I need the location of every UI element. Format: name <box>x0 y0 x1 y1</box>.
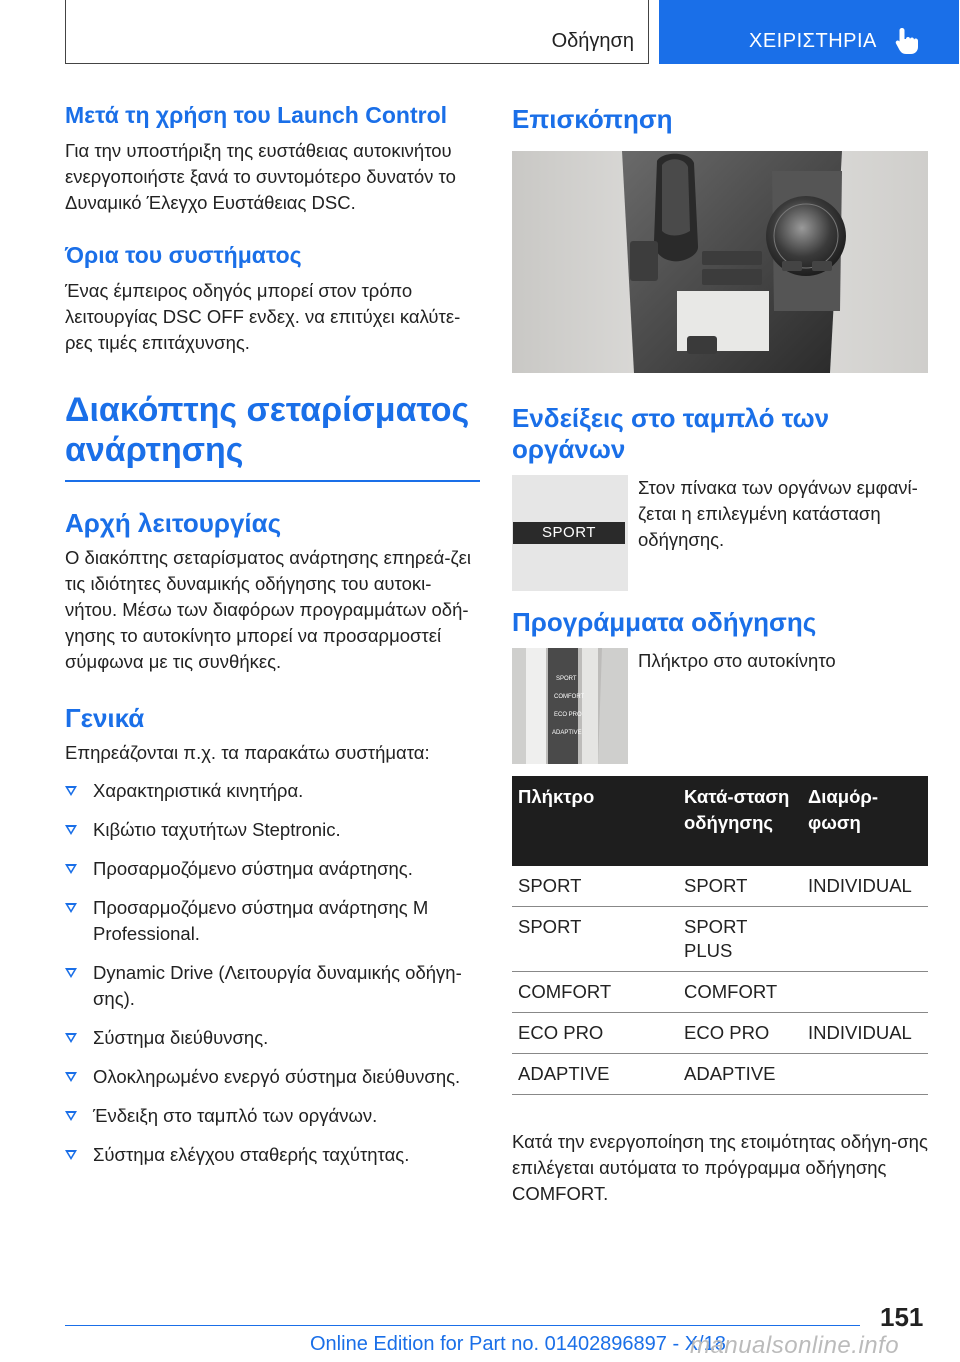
table-row <box>512 866 928 907</box>
button-label-adaptive: ADAPTIVE <box>552 730 582 736</box>
closing-text: Κατά την ενεργοποίηση της ετοιμότητας οδήγη-σης επιλέγεται αυτόματα το πρόγραμμα οδήγησης COMFORT. <box>512 1131 928 1204</box>
programs-heading: Προγράμματα οδήγησης <box>512 607 817 637</box>
center-console-photo <box>512 151 928 373</box>
triangle-bullet-icon <box>65 903 77 913</box>
right-column <box>512 100 928 1207</box>
programs-text: Πλήκτρο στο αυτοκίνητο <box>638 650 836 671</box>
table-cell <box>802 972 928 1013</box>
hand-pointer-icon <box>894 26 920 56</box>
table-cell: ADAPTIVE <box>678 1054 802 1095</box>
list-item: Ένδειξη στο ταμπλό των οργάνων. <box>65 1103 480 1129</box>
section-title-rule <box>65 480 480 482</box>
list-item: Χαρακτηριστικά κινητήρα. <box>65 778 480 804</box>
table-row <box>512 1054 928 1095</box>
triangle-bullet-icon <box>65 825 77 835</box>
col-header-button: Πλήκτρο <box>512 776 678 866</box>
table-cell: INDIVIDUAL <box>802 1013 928 1054</box>
affected-systems-list <box>65 778 480 1168</box>
left-column <box>65 100 480 1181</box>
list-item: Σύστημα ελέγχου σταθερής ταχύτητας. <box>65 1142 480 1168</box>
button-label-sport: SPORT <box>556 676 577 682</box>
button-label-comfort: COMFORT <box>554 694 585 700</box>
table-cell: ECO PRO <box>678 1013 802 1054</box>
table-cell <box>802 907 928 972</box>
list-item: Κιβώτιο ταχυτήτων Steptronic. <box>65 817 480 843</box>
col-header-mode: Κατά-σταση οδήγησης <box>678 776 802 866</box>
table-cell: COMFORT <box>512 972 678 1013</box>
table-header-row <box>512 776 928 866</box>
principle-text: Ο διακόπτης σεταρίσματος ανάρτησης επηρεά-ζει τις ιδιότητες δυναμικής οδήγησης του αυτοκι-νήτου. Μέσω των διαφόρων προγραμμάτων οδή-γησης το αυτοκίνητο μπορεί να προσαρμοστεί σύμφωνα με τις συνθήκες. <box>65 546 472 672</box>
table-cell: SPORT <box>512 866 678 907</box>
general-text: Επηρεάζονται π.χ. τα παρακάτω συστήματα: <box>65 741 430 763</box>
table-row <box>512 972 928 1013</box>
col-header-configuration: Διαμόρ-φωση <box>802 776 928 866</box>
launch-control-text: Για την υποστήριξη της ευστάθειας αυτοκινήτου ενεργοποιήστε ξανά το συντομότερο δυνατόν το Δυναμικό Έλεγχο Ευστάθειας DSC. <box>65 140 456 213</box>
table-row <box>512 1013 928 1054</box>
table-cell: INDIVIDUAL <box>802 866 928 907</box>
list-item: Προσαρμοζόμενο σύστημα ανάρτησης. <box>65 856 480 882</box>
watermark: manualsonline.info <box>690 1332 900 1359</box>
table-cell: SPORT PLUS <box>678 907 802 972</box>
table-cell: SPORT <box>512 907 678 972</box>
footer-edition: Online Edition for Part no. 01402896897 - X/18 <box>310 1333 726 1355</box>
center-console-illustration <box>512 151 928 373</box>
cluster-heading: Ενδείξεις στο ταμπλό των οργάνων <box>512 403 830 464</box>
header-chapter-label: ΧΕΙΡΙΣΤΗΡΙΑ <box>749 30 877 52</box>
sport-display-badge: SPORT <box>513 522 625 544</box>
table-cell: SPORT <box>678 866 802 907</box>
overview-heading: Επισκόπηση <box>512 104 673 134</box>
triangle-bullet-icon <box>65 1033 77 1043</box>
launch-control-heading: Μετά τη χρήση του Launch Control <box>65 102 448 128</box>
principle-heading: Αρχή λειτουργίας <box>65 507 282 538</box>
list-item: Προσαρμοζόμενο σύστημα ανάρτησης M Professional. <box>65 895 480 947</box>
table-cell: ADAPTIVE <box>512 1054 678 1095</box>
table-cell <box>802 1054 928 1095</box>
header-section-tab <box>65 0 649 64</box>
general-heading: Γενικά <box>65 702 145 733</box>
cluster-text: Στον πίνακα των οργάνων εμφανί-ζεται η επιλεγμένη κατάσταση οδήγησης. <box>638 477 918 550</box>
programs-row <box>512 648 928 764</box>
section-title: Διακόπτης σεταρίσματος ανάρτησης <box>65 391 470 469</box>
program-buttons-image <box>512 648 628 764</box>
triangle-bullet-icon <box>65 864 77 874</box>
button-label-eco-pro: ECO PRO <box>554 712 582 718</box>
table-cell: COMFORT <box>678 972 802 1013</box>
system-limits-text: Ένας έμπειρος οδηγός μπορεί στον τρόπο λειτουργίας DSC OFF ενδεχ. να επιτύχει καλύτε-ρες τιμές επιτάχυνσης. <box>65 280 461 353</box>
header-chapter-tab <box>659 0 959 64</box>
list-item: Ολοκληρωμένο ενεργό σύστημα διεύθυνσης. <box>65 1064 480 1090</box>
cluster-row <box>512 475 928 591</box>
triangle-bullet-icon <box>65 968 77 978</box>
triangle-bullet-icon <box>65 786 77 796</box>
list-item: Dynamic Drive (Λειτουργία δυναμικής οδήγη-σης). <box>65 960 480 1012</box>
driving-modes-table <box>512 776 928 1095</box>
footer-rule <box>65 1325 860 1326</box>
system-limits-heading: Όρια του συστήματος <box>65 242 302 268</box>
table-row <box>512 907 928 972</box>
triangle-bullet-icon <box>65 1150 77 1160</box>
page-number: 151 <box>880 1302 924 1332</box>
cluster-display-image <box>512 475 628 591</box>
triangle-bullet-icon <box>65 1111 77 1121</box>
triangle-bullet-icon <box>65 1072 77 1082</box>
header-section-label: Οδήγηση <box>551 30 634 52</box>
list-item: Σύστημα διεύθυνσης. <box>65 1025 480 1051</box>
table-cell: ECO PRO <box>512 1013 678 1054</box>
